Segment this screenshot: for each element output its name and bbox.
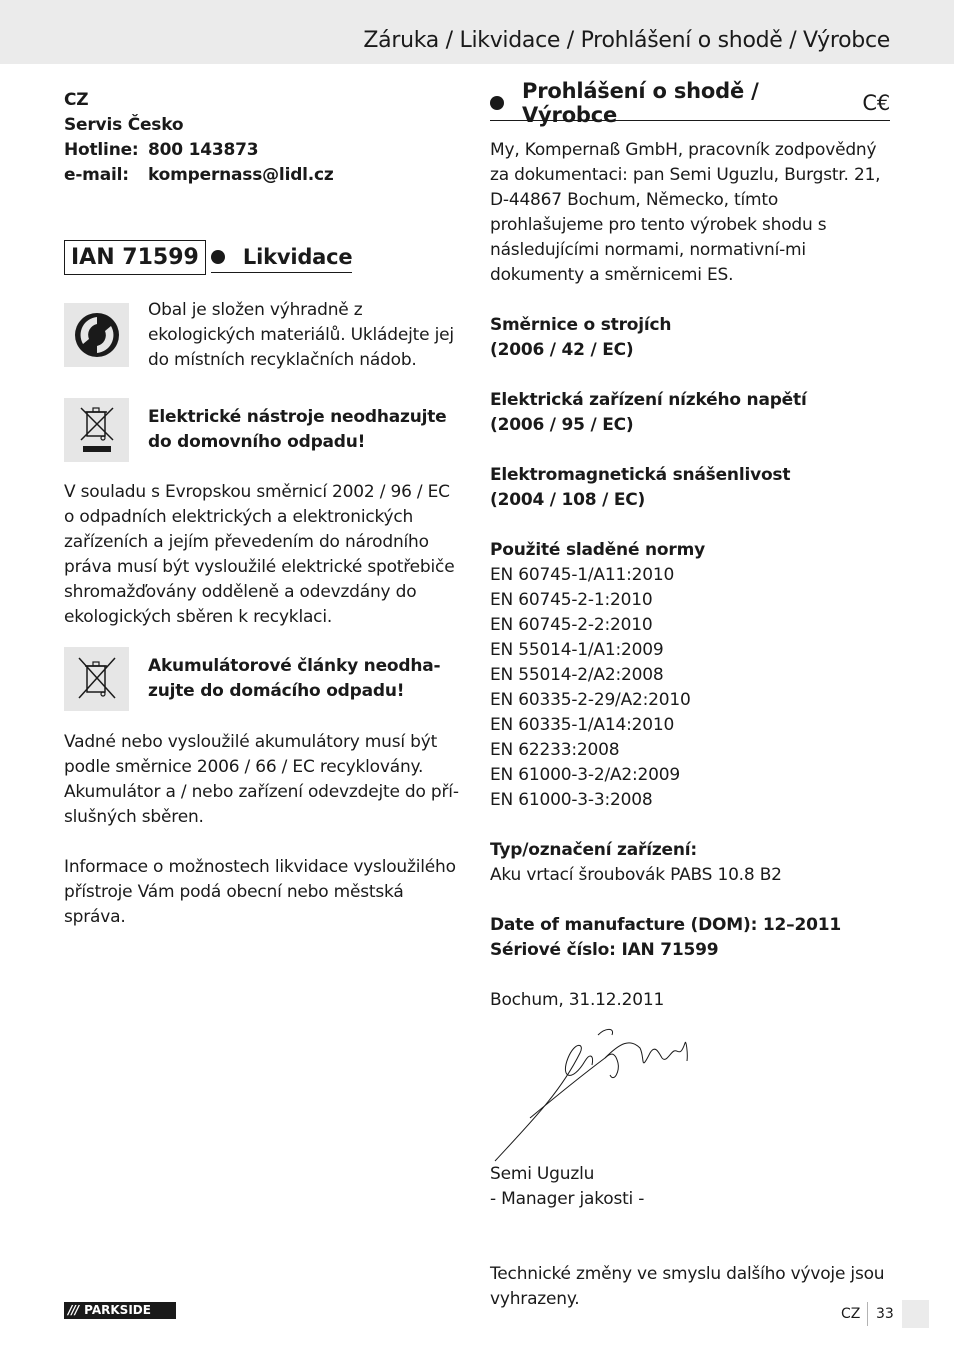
ian-box: IAN 71599 [64, 240, 206, 275]
page-title: Záruka / Likvidace / Prohlášení o shodě / Výrobce [363, 28, 890, 53]
dom-line: Date of manufacture (DOM): 12–2011 [490, 915, 841, 935]
directive-text: V souladu s Evropskou směrnicí 2002 / 96 / EC o odpadních elektrických a elektronických zařízeních a jejím převedením do národního práva musí být vysloužilé elektrické spotřebiče shromažďovány odděleně a odevzdány do ekologických sběren k recyklaci. [64, 482, 455, 627]
standard-item: EN 62233:2008 [490, 740, 620, 760]
emc-title: Elektromagnetická snášenlivost [490, 465, 791, 485]
standards-title: Použité sladěné normy [490, 540, 705, 560]
type-label: Typ/označení zařízení: [490, 840, 697, 860]
declaration-heading-wrap [490, 79, 890, 127]
lowvoltage-code: (2006 / 95 / EC) [490, 415, 634, 435]
lowvoltage-title: Elektrická zařízení nízkého napětí [490, 390, 807, 410]
recycle-icon [64, 303, 129, 367]
contact-email [64, 163, 464, 188]
standard-item: EN 61000-3-2/A2:2009 [490, 765, 681, 785]
contact-service: Servis Česko [64, 115, 184, 135]
disposal-heading [211, 242, 353, 272]
signer-role: - Manager jakosti - [490, 1189, 645, 1209]
standard-item: EN 61000-3-3:2008 [490, 790, 653, 810]
logo-slashes: /// [68, 1303, 79, 1317]
header-bar [0, 0, 954, 64]
type-value: Aku vrtací šroubovák PABS 10.8 B2 [490, 865, 782, 885]
hotline-label: Hotline: [64, 140, 139, 160]
contact-hotline [64, 138, 464, 163]
machinery-title: Směrnice o strojích [490, 315, 672, 335]
declaration-heading-text: Prohlášení o shodě / Výrobce [522, 79, 759, 127]
electric-warning: Elektrické nástroje neodhazujte do domovního odpadu! [148, 407, 447, 452]
bullet-icon [211, 250, 225, 264]
page-number: 33 [876, 1306, 894, 1322]
footer-tab [902, 1300, 929, 1328]
crossed-bin-icon [64, 398, 129, 462]
left-column [64, 88, 464, 930]
signature [490, 1013, 890, 1165]
packaging-row [64, 300, 464, 373]
standard-item: EN 55014-1/A1:2009 [490, 640, 664, 660]
standard-item: EN 60745-2-1:2010 [490, 590, 653, 610]
battery-text-2: Akumulátor a / nebo zařízení odevzdejte do pří-slušných sběren. [64, 782, 459, 827]
battery-text-1: Vadné nebo vysloužilé akumulátory musí být podle směrnice 2006 / 66 / EC recyklovány. [64, 732, 438, 777]
serial-line: Sériové číslo: IAN 71599 [490, 940, 719, 960]
logo-text: PARKSIDE [84, 1303, 151, 1317]
standard-item: EN 60745-1/A11:2010 [490, 565, 675, 585]
footer-language: CZ [841, 1306, 861, 1322]
info-text: Informace o možnostech likvidace vysloužilého přístroje Vám podá obecní nebo městská správa. [64, 857, 456, 927]
technical-note: Technické změny ve smyslu dalšího vývoje jsou vyhrazeny. [490, 1264, 885, 1309]
parkside-logo [64, 1302, 176, 1319]
place-date: Bochum, 31.12.2011 [490, 990, 665, 1010]
battery-row [64, 647, 464, 711]
machinery-code: (2006 / 42 / EC) [490, 340, 634, 360]
email-label: e-mail: [64, 165, 129, 185]
right-column [490, 79, 890, 1312]
disposal-heading-wrap [211, 242, 353, 273]
standard-item: EN 60335-2-29/A2:2010 [490, 690, 691, 710]
standard-item: EN 60335-1/A14:2010 [490, 715, 675, 735]
ce-mark-icon: C€ [862, 91, 890, 115]
declaration-heading [490, 79, 890, 127]
signer-name: Semi Uguzlu [490, 1164, 595, 1184]
email-value: kompernass@lidl.cz [148, 165, 334, 185]
standard-item: EN 55014-2/A2:2008 [490, 665, 664, 685]
battery-warning: Akumulátorové články neodha-zujte do domácího odpadu! [148, 656, 441, 701]
hotline-value: 800 143873 [148, 140, 259, 160]
electric-row [64, 398, 464, 462]
contact-country: CZ [64, 90, 89, 110]
standard-item: EN 60745-2-2:2010 [490, 615, 653, 635]
crossed-bin-battery-icon [64, 647, 129, 711]
declaration-intro: My, Kompernaß GmbH, pracovník zodpovědný za dokumentaci: pan Semi Uguzlu, Burgstr. 21, D-44867 Bochum, Německo, tímto prohlašujeme pro tento výrobek shodu s následujícími normami, normativní-mi dokumenty a směrnicemi ES. [490, 140, 881, 285]
emc-code: (2004 / 108 / EC) [490, 490, 646, 510]
disposal-heading-text: Likvidace [242, 245, 353, 269]
footer-divider [867, 1302, 868, 1326]
packaging-text: Obal je složen výhradně z ekologických materiálů. Ukládejte jej do místních recyklačních nádob. [148, 300, 454, 370]
bullet-icon [490, 96, 504, 110]
